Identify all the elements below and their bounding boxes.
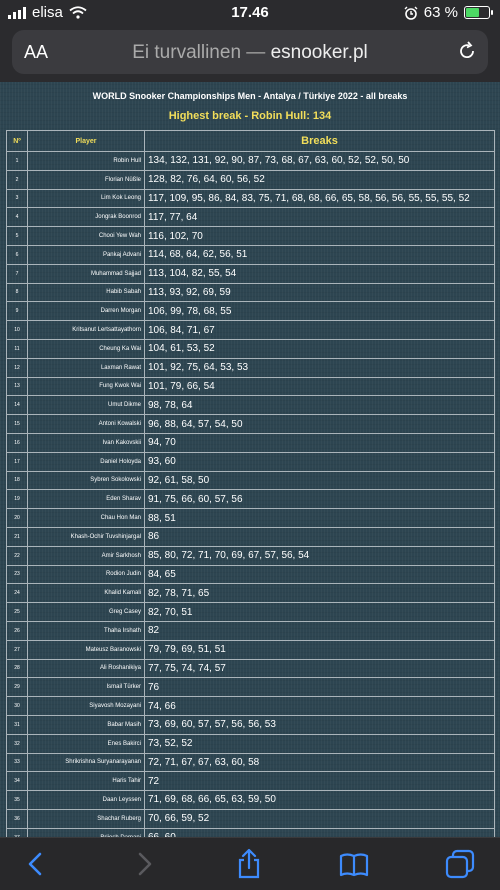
table-row — [7, 152, 495, 171]
player-name: Lim Kok Leong — [28, 189, 145, 208]
back-icon[interactable] — [20, 848, 52, 880]
row-number: 20 — [7, 509, 28, 528]
row-number: 10 — [7, 321, 28, 340]
table-row — [7, 264, 495, 283]
table-row — [7, 471, 495, 490]
player-name: Laxman Rawat — [28, 358, 145, 377]
table-row — [7, 772, 495, 791]
table-row — [7, 189, 495, 208]
player-name: Florian Nüßle — [28, 170, 145, 189]
player-name: Jongrak Boonrod — [28, 208, 145, 227]
page-title: WORLD Snooker Championships Men - Antalya / Türkiye 2022 - all breaks — [92, 91, 408, 101]
breaks-list: 73, 52, 52 — [145, 734, 495, 753]
player-name: Enes Bakirci — [28, 734, 145, 753]
table-row — [7, 321, 495, 340]
row-number: 1 — [7, 152, 28, 171]
bookmarks-icon[interactable] — [338, 848, 370, 880]
status-right — [404, 4, 490, 21]
table-header-row — [7, 131, 495, 152]
status-bar — [0, 0, 500, 26]
player-name: Habib Sabah — [28, 283, 145, 302]
player-name: Umut Dikme — [28, 396, 145, 415]
table-row — [7, 170, 495, 189]
breaks-table — [6, 130, 495, 847]
row-number: 29 — [7, 678, 28, 697]
player-name: Chooi Yew Wah — [28, 227, 145, 246]
breaks-list: 79, 79, 69, 51, 51 — [145, 640, 495, 659]
row-number: 18 — [7, 471, 28, 490]
row-number: 11 — [7, 339, 28, 358]
forward-icon[interactable] — [128, 848, 160, 880]
row-number: 8 — [7, 283, 28, 302]
table-row — [7, 245, 495, 264]
player-name: Daniel Holoyda — [28, 452, 145, 471]
insecure-label: Ei turvallinen — — [132, 42, 271, 63]
player-name: Thaha Irshath — [28, 621, 145, 640]
breaks-list: 82, 70, 51 — [145, 603, 495, 622]
battery-fill — [466, 8, 479, 17]
table-row — [7, 433, 495, 452]
breaks-list: 82, 78, 71, 65 — [145, 584, 495, 603]
header-no: Nº — [7, 131, 28, 152]
player-name: Daan Leyssen — [28, 791, 145, 810]
row-number: 23 — [7, 565, 28, 584]
table-row — [7, 377, 495, 396]
table-row — [7, 358, 495, 377]
row-number: 26 — [7, 621, 28, 640]
player-name: Muhammad Sajjad — [28, 264, 145, 283]
player-name: Sybren Sokolowski — [28, 471, 145, 490]
header-breaks: Breaks — [145, 131, 495, 152]
breaks-list: 85, 80, 72, 71, 70, 69, 67, 57, 56, 54 — [145, 546, 495, 565]
table-row — [7, 715, 495, 734]
row-number: 4 — [7, 208, 28, 227]
row-number: 31 — [7, 715, 28, 734]
row-number: 28 — [7, 659, 28, 678]
breaks-list: 70, 66, 59, 52 — [145, 809, 495, 828]
breaks-list: 113, 93, 92, 69, 59 — [145, 283, 495, 302]
breaks-list: 86 — [145, 527, 495, 546]
player-name: Antoni Kowalski — [28, 415, 145, 434]
reload-icon[interactable] — [456, 40, 478, 62]
table-row — [7, 283, 495, 302]
breaks-list: 106, 99, 78, 68, 55 — [145, 302, 495, 321]
breaks-list: 93, 60 — [145, 452, 495, 471]
player-name: Amir Sarkhosh — [28, 546, 145, 565]
breaks-list: 77, 75, 74, 74, 57 — [145, 659, 495, 678]
breaks-list: 104, 61, 53, 52 — [145, 339, 495, 358]
breaks-list: 94, 70 — [145, 433, 495, 452]
row-number: 27 — [7, 640, 28, 659]
player-name: Shachar Ruberg — [28, 809, 145, 828]
player-name: Cheung Ka Wai — [28, 339, 145, 358]
row-number: 6 — [7, 245, 28, 264]
table-row — [7, 396, 495, 415]
address-bar[interactable] — [12, 30, 488, 74]
row-number: 33 — [7, 753, 28, 772]
row-number: 25 — [7, 603, 28, 622]
table-row — [7, 753, 495, 772]
row-number: 16 — [7, 433, 28, 452]
table-row — [7, 527, 495, 546]
table-row — [7, 584, 495, 603]
table-row — [7, 302, 495, 321]
table-row — [7, 697, 495, 716]
table-row — [7, 809, 495, 828]
breaks-list: 116, 102, 70 — [145, 227, 495, 246]
breaks-list: 101, 79, 66, 54 — [145, 377, 495, 396]
player-name: Ivan Kakovskii — [28, 433, 145, 452]
player-name: Eden Sharav — [28, 490, 145, 509]
player-name: Khalid Kamali — [28, 584, 145, 603]
player-name: Ali Roshanikiya — [28, 659, 145, 678]
player-name: Siyavosh Mozayani — [28, 697, 145, 716]
breaks-list: 101, 92, 75, 64, 53, 53 — [145, 358, 495, 377]
breaks-list: 128, 82, 76, 64, 60, 56, 52 — [145, 170, 495, 189]
battery-icon — [464, 6, 490, 19]
breaks-list: 72 — [145, 772, 495, 791]
breaks-list: 117, 77, 64 — [145, 208, 495, 227]
domain-label: esnooker.pl — [270, 42, 368, 63]
player-name: Haris Tahir — [28, 772, 145, 791]
breaks-list: 98, 78, 64 — [145, 396, 495, 415]
breaks-list: 113, 104, 82, 55, 54 — [145, 264, 495, 283]
breaks-list: 74, 66 — [145, 697, 495, 716]
breaks-list: 96, 88, 64, 57, 54, 50 — [145, 415, 495, 434]
row-number: 2 — [7, 170, 28, 189]
row-number: 15 — [7, 415, 28, 434]
breaks-list: 106, 84, 71, 67 — [145, 321, 495, 340]
player-name: Chau Hon Man — [28, 509, 145, 528]
player-name: Darren Morgan — [28, 302, 145, 321]
battery-percent: 63 % — [423, 4, 458, 21]
carrier-label: elisa — [32, 4, 63, 21]
row-number: 17 — [7, 452, 28, 471]
alarm-icon — [404, 6, 418, 20]
row-number: 34 — [7, 772, 28, 791]
breaks-list: 117, 109, 95, 86, 84, 83, 75, 71, 68, 68, 66, 65, 58, 56, 56, 55, 55, 55, 52 — [145, 189, 495, 208]
table-row — [7, 227, 495, 246]
row-number: 22 — [7, 546, 28, 565]
table-row — [7, 659, 495, 678]
breaks-list: 71, 69, 68, 66, 65, 63, 59, 50 — [145, 791, 495, 810]
row-number: 35 — [7, 791, 28, 810]
table-row — [7, 678, 495, 697]
table-row — [7, 603, 495, 622]
table-row — [7, 640, 495, 659]
table-row — [7, 452, 495, 471]
row-number: 7 — [7, 264, 28, 283]
row-number: 3 — [7, 189, 28, 208]
table-row — [7, 621, 495, 640]
table-row — [7, 546, 495, 565]
text-size-button[interactable]: AA — [24, 42, 49, 62]
browser-toolbar — [0, 837, 500, 890]
row-number: 36 — [7, 809, 28, 828]
row-number: 24 — [7, 584, 28, 603]
share-icon[interactable] — [233, 848, 265, 880]
table-row — [7, 791, 495, 810]
row-number: 32 — [7, 734, 28, 753]
player-name: Khash-Ochir Tuvshinjargal — [28, 527, 145, 546]
address-text[interactable] — [12, 42, 488, 64]
breaks-list: 76 — [145, 678, 495, 697]
breaks-list: 134, 132, 131, 92, 90, 87, 73, 68, 67, 63, 60, 52, 52, 50, 50 — [145, 152, 495, 171]
breaks-list: 72, 71, 67, 67, 63, 60, 58 — [145, 753, 495, 772]
web-page — [0, 82, 500, 837]
breaks-list: 92, 61, 58, 50 — [145, 471, 495, 490]
tabs-icon[interactable] — [444, 848, 476, 880]
table-row — [7, 490, 495, 509]
table-row — [7, 509, 495, 528]
player-name: Robin Hull — [28, 152, 145, 171]
player-name: Rodion Judin — [28, 565, 145, 584]
player-name: Shrikrishna Suryanarayanan — [28, 753, 145, 772]
row-number: 14 — [7, 396, 28, 415]
status-time: 17.46 — [231, 4, 269, 21]
breaks-list: 82 — [145, 621, 495, 640]
row-number: 12 — [7, 358, 28, 377]
player-name: Mateusz Baranowski — [28, 640, 145, 659]
player-name: Greg Casey — [28, 603, 145, 622]
breaks-list: 91, 75, 66, 60, 57, 56 — [145, 490, 495, 509]
table-row — [7, 415, 495, 434]
row-number: 5 — [7, 227, 28, 246]
row-number: 21 — [7, 527, 28, 546]
table-row — [7, 565, 495, 584]
highest-break: Highest break - Robin Hull: 134 — [168, 110, 332, 122]
player-name: Babar Masih — [28, 715, 145, 734]
header-player: Player — [28, 131, 145, 152]
browser-chrome — [0, 26, 500, 82]
row-number: 9 — [7, 302, 28, 321]
player-name: Ismail Türker — [28, 678, 145, 697]
row-number: 30 — [7, 697, 28, 716]
row-number: 13 — [7, 377, 28, 396]
row-number: 19 — [7, 490, 28, 509]
player-name: Fung Kwok Wai — [28, 377, 145, 396]
breaks-list: 88, 51 — [145, 509, 495, 528]
table-row — [7, 339, 495, 358]
table-row — [7, 208, 495, 227]
breaks-list: 84, 65 — [145, 565, 495, 584]
player-name: Kritsanut Lertsattayathorn — [28, 321, 145, 340]
breaks-list: 114, 68, 64, 62, 56, 51 — [145, 245, 495, 264]
breaks-list: 73, 69, 60, 57, 57, 56, 56, 53 — [145, 715, 495, 734]
player-name: Pankaj Advani — [28, 245, 145, 264]
table-row — [7, 734, 495, 753]
